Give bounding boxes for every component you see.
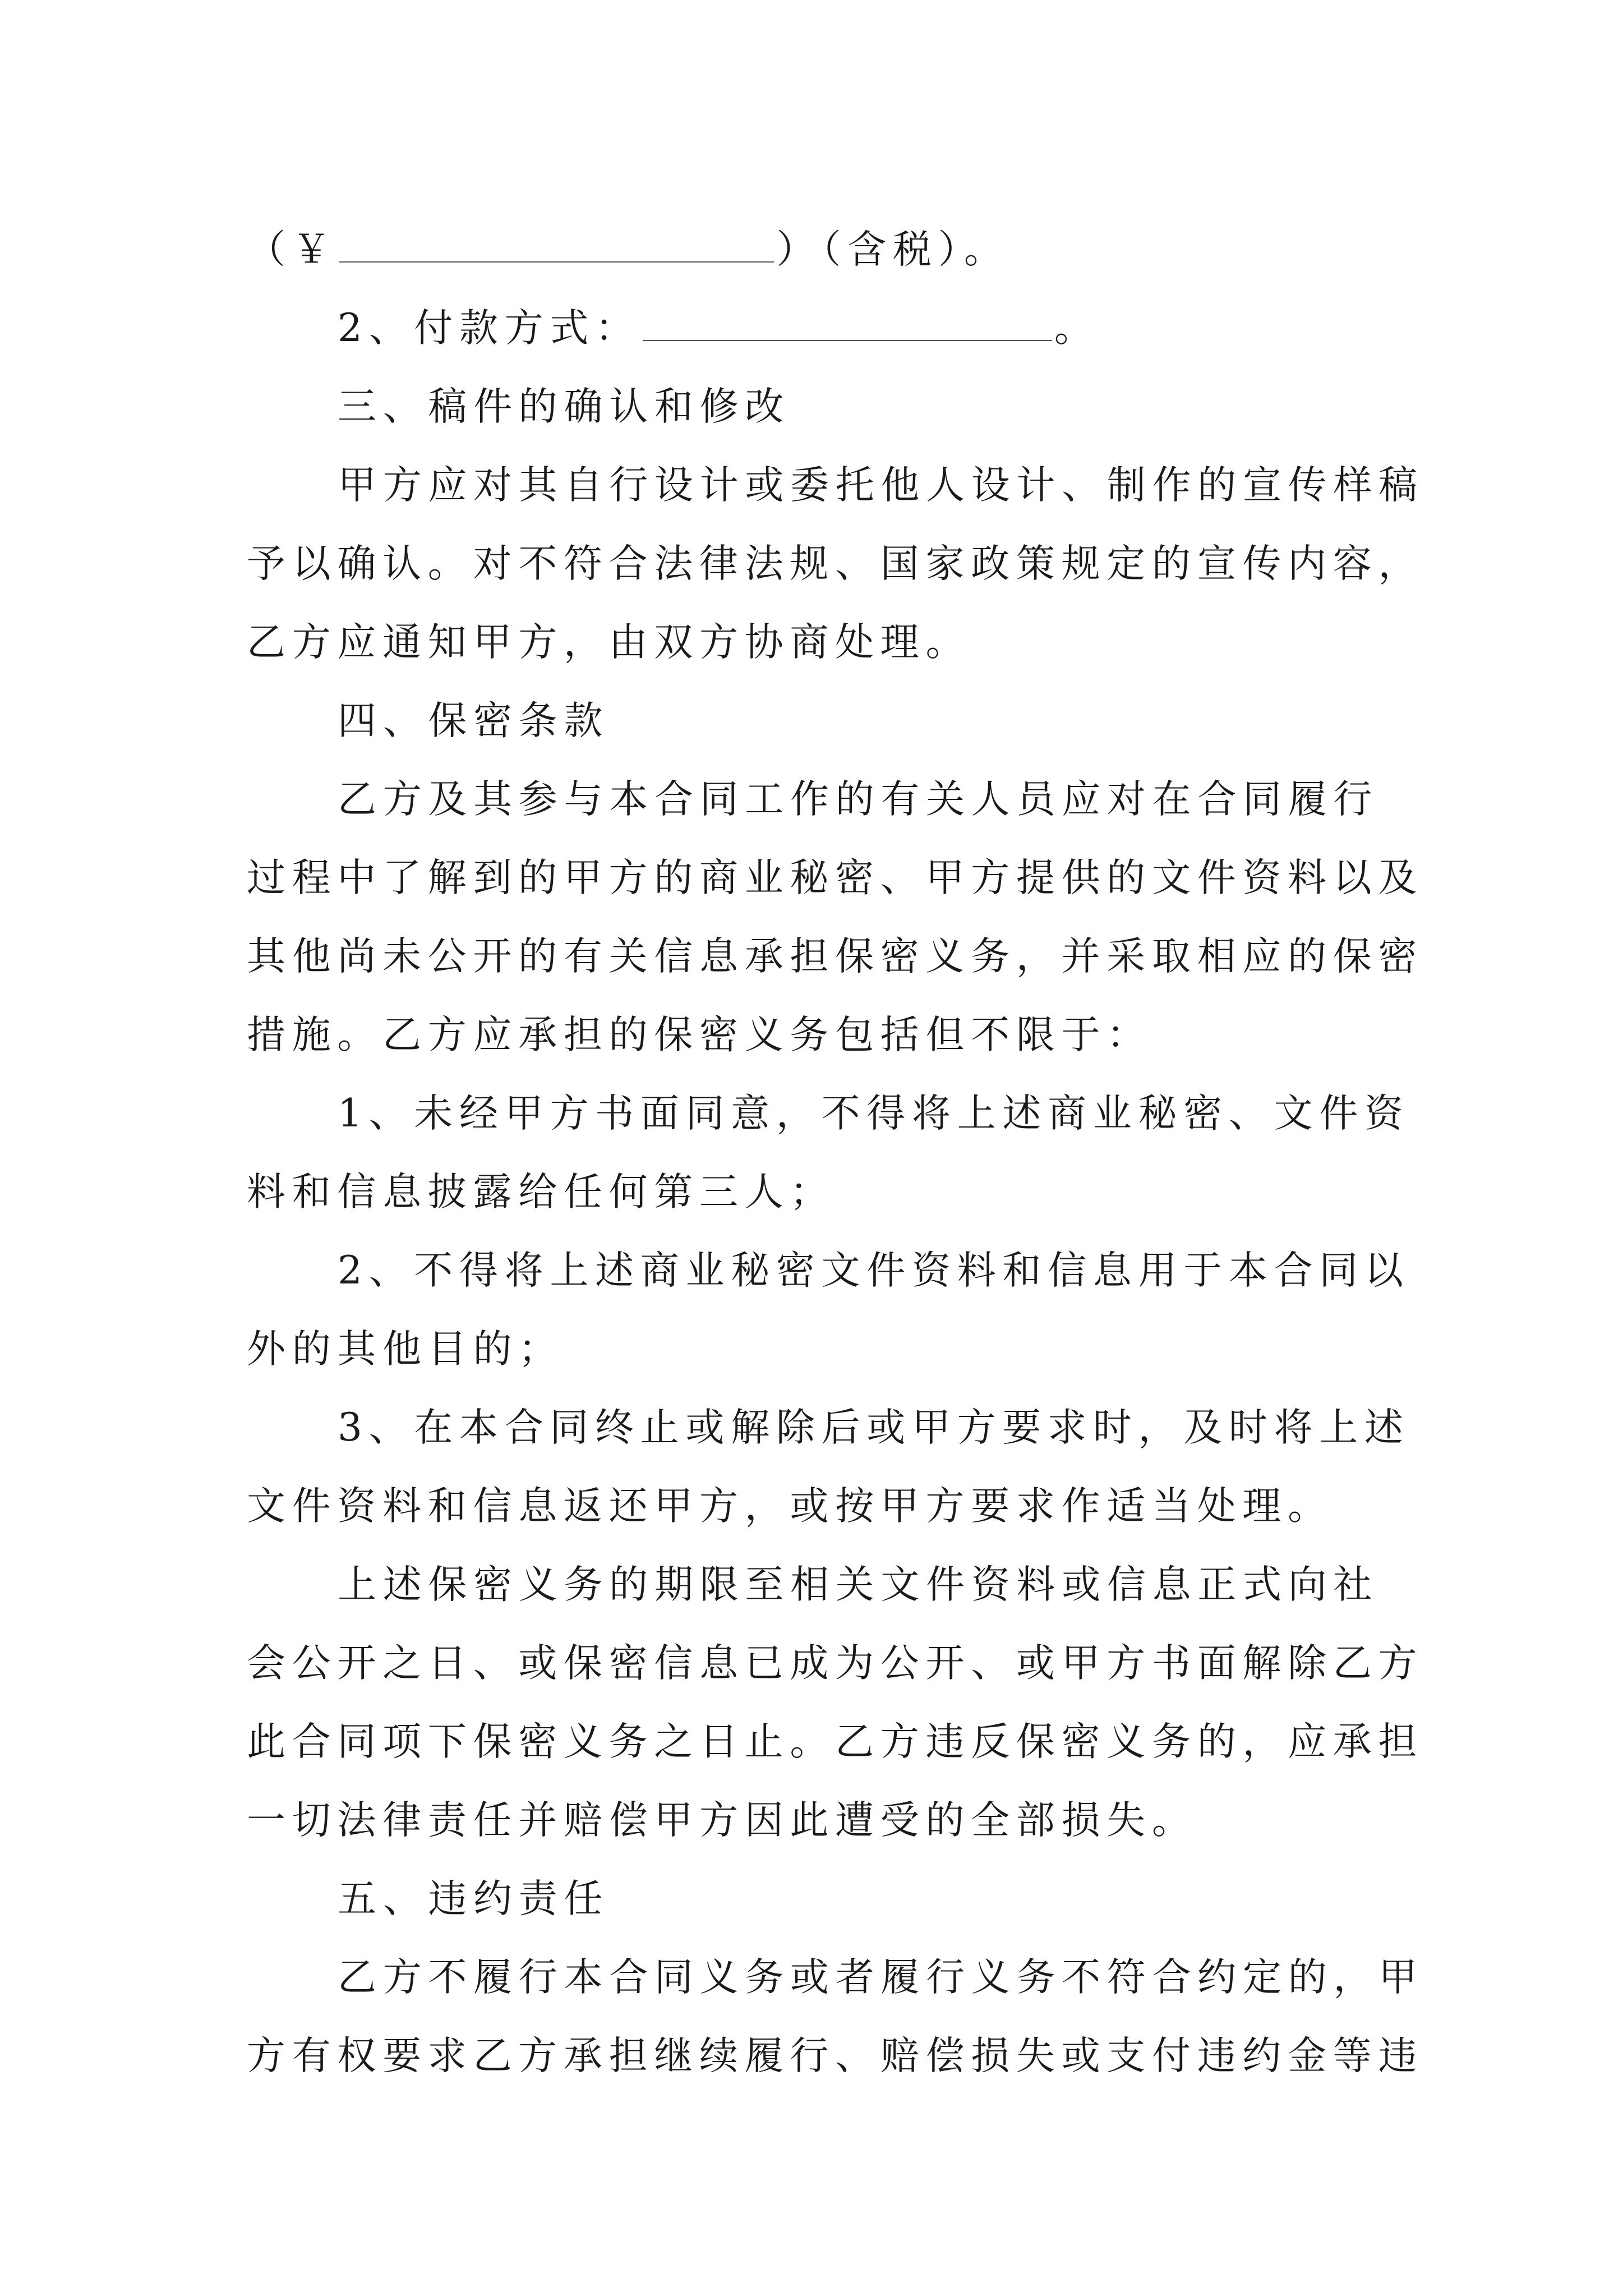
confidentiality-term-line: 一切法律责任并赔偿甲方因此遭受的全部损失。 [247,1798,1197,1843]
section-4-paragraph-line: 乙方及其参与本合同工作的有关人员应对在合同履行 [338,777,1379,822]
section-3-paragraph-line: 予以确认。对不符合法律法规、国家政策规定的宣传内容， [247,541,1424,586]
section-5-heading: 五、违约责任 [338,1876,610,1921]
amount-suffix: ）（含税）。 [776,227,1009,272]
section-4-paragraph-line: 其他尚未公开的有关信息承担保密义务，并采取相应的保密 [247,934,1424,979]
section-4-paragraph-line: 措施。乙方应承担的保密义务包括但不限于： [247,1013,1152,1057]
section-3-paragraph-line: 乙方应通知甲方，由双方协商处理。 [247,620,971,665]
confidentiality-term-line: 此合同项下保密义务之日止。乙方违反保密义务的，应承担 [247,1719,1424,1764]
clause-1-line: 1、未经甲方书面同意，不得将上述商业秘密、文件资 [338,1091,1410,1136]
payment-method-label: 2、付款方式： [338,306,640,351]
payment-method-blank [643,306,1052,341]
amount-blank [339,228,774,263]
clause-1-line: 料和信息披露给任何第三人； [247,1170,836,1214]
clause-3-line: 3、在本合同终止或解除后或甲方要求时，及时将上述 [338,1405,1410,1450]
amount-line [247,210,1385,289]
section-4-heading: 四、保密条款 [338,698,610,743]
clause-2-line: 2、不得将上述商业秘密文件资料和信息用于本合同以 [338,1248,1410,1293]
section-3-heading: 三、稿件的确认和修改 [338,384,790,429]
confidentiality-term-line: 会公开之日、或保密信息已成为公开、或甲方书面解除乙方 [247,1641,1424,1686]
section-5-paragraph-line: 方有权要求乙方承担继续履行、赔偿损失或支付违约金等违 [247,2033,1424,2078]
section-4-paragraph-line: 过程中了解到的甲方的商业秘密、甲方提供的文件资料以及 [247,855,1424,900]
amount-prefix: （￥ [247,227,338,272]
clause-3-line: 文件资料和信息返还甲方，或按甲方要求作适当处理。 [247,1484,1333,1529]
payment-method-suffix: 。 [1054,306,1100,351]
confidentiality-term-line: 上述保密义务的期限至相关文件资料或信息正式向社 [338,1562,1379,1607]
section-3-paragraph-line: 甲方应对其自行设计或委托他人设计、制作的宣传样稿 [338,463,1424,508]
document-body [247,210,1424,2095]
clause-2-line: 外的其他目的； [247,1327,564,1372]
payment-method-line [247,289,1385,367]
section-5-paragraph-line: 乙方不履行本合同义务或者履行义务不符合约定的，甲 [338,1955,1424,2000]
